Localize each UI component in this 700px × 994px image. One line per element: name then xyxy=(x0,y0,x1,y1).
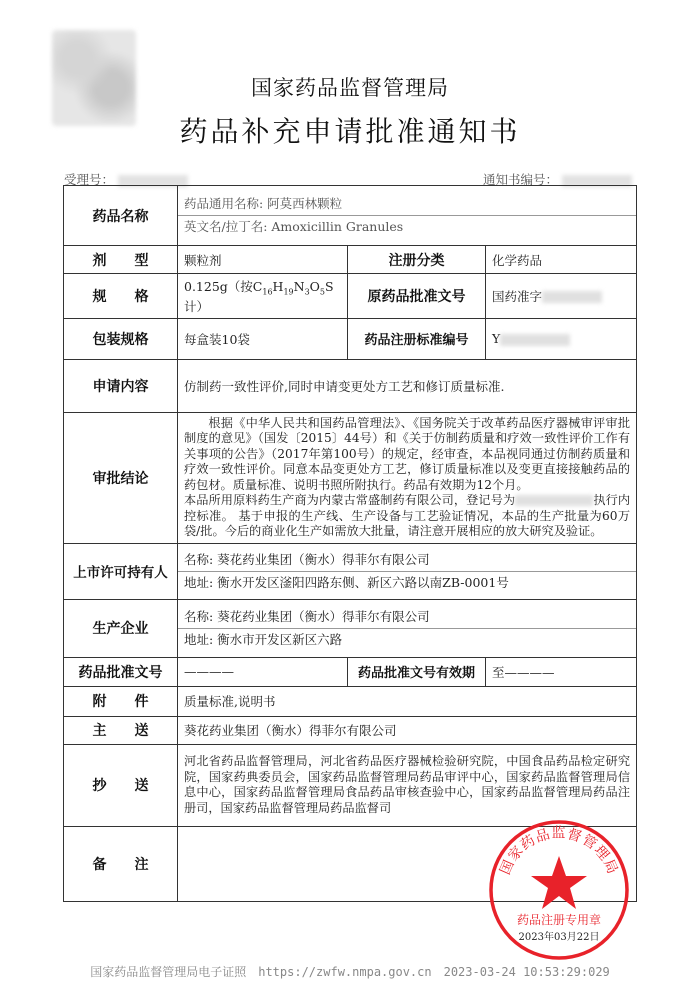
dosage-value: 颗粒剂 xyxy=(178,246,348,274)
row-drug-name xyxy=(64,186,637,246)
redacted-approval-number xyxy=(542,291,602,303)
orig-approval-value: 国药准字 xyxy=(492,288,543,304)
generic-name: 药品通用名称: 阿莫西林颗粒 xyxy=(184,196,343,211)
row-attachment xyxy=(64,686,637,716)
reg-class-label: 注册分类 xyxy=(348,246,486,274)
drug-name-label: 药品名称 xyxy=(64,186,178,246)
conclusion-paragraph-1: 根据《中华人民共和国药品管理法》、《国务院关于改革药品医疗器械审评审批制度的意见》（国发〔2015〕44号）和《关于仿制药质量和疗效一致性评价工作有关事项的公告》（2017年第100号）的规定，经审查，本品视同通过仿制药质量和疗效一致性评价。同意本品变更处方工艺，修订质量标准以及变更直接接触药品的药包材。质量标准、说明书照所附执行。药品有效期为12个月。 xyxy=(184,415,631,492)
conclusion-p2-start: 本品所用原料药生产商为内蒙古常盛制药有限公司，登记号为 xyxy=(184,493,516,507)
approval-valid-value: 至———— xyxy=(486,657,637,686)
drug-name-cell xyxy=(178,186,637,246)
manufacturer-label: 生产企业 xyxy=(64,599,178,657)
cc-value: 河北省药品监督管理局，河北省药品医疗器械检验研究院，中国食品药品检定研究院，国家药典委员会，国家药品监督管理局药品审评中心，国家药品监督管理局信息中心，国家药品监督管理局食品药品审核查验中心，国家药品监督管理局药品注册司，国家药品监督管理局药品监督司 xyxy=(178,744,637,826)
holder-address: 地址: 衡水开发区滏阳四路东侧、新区六路以南ZB-0001号 xyxy=(178,571,636,591)
approval-form-table xyxy=(63,185,637,902)
holder-cell xyxy=(178,543,637,599)
row-spec xyxy=(64,274,637,319)
dosage-label: 剂 型 xyxy=(64,246,178,274)
approval-no-value: ———— xyxy=(178,657,348,686)
row-package xyxy=(64,318,637,359)
std-code-cell xyxy=(486,318,637,359)
conclusion-paragraph-2 xyxy=(184,493,630,540)
content-label: 申请内容 xyxy=(64,359,178,412)
seal-center-text: 药品注册专用章 xyxy=(516,913,602,927)
spec-value xyxy=(178,274,348,319)
row-cc xyxy=(64,744,637,826)
conclusion-p2-rest: 执行内控标准。 基于申报的生产线、生产设备与工艺验证情况，本品的生产批量为60万袋/批。今后的商业化生产如需放大批量，请注意开展相应的放大研究及验证。 xyxy=(184,493,631,538)
row-remarks xyxy=(64,826,637,901)
document-title: 药品补充申请批准通知书 xyxy=(179,115,521,148)
content-value: 仿制药一致性评价,同时申请变更处方工艺和修订质量标准. xyxy=(178,359,637,412)
accept-number-label: 受理号： xyxy=(64,172,115,187)
manufacturer-cell xyxy=(178,599,637,657)
approval-no-label: 药品批准文号 xyxy=(64,657,178,686)
remarks-label: 备 注 xyxy=(64,826,178,901)
main-send-label: 主 送 xyxy=(64,716,178,744)
remarks-value xyxy=(178,826,637,901)
footer-certificate-info: 国家药品监督管理局电子证照 https://zwfw.nmpa.gov.cn 2023-03-24 10:53:29:029 xyxy=(90,965,610,979)
main-send-value: 葵花药业集团（衡水）得菲尔有限公司 xyxy=(178,716,637,744)
row-approval-number xyxy=(64,657,637,686)
spec-value-prefix: 0.125g（按C xyxy=(184,279,263,294)
spec-value-suffix: 计） xyxy=(184,298,210,314)
std-code-label: 药品注册标准编号 xyxy=(348,318,486,359)
holder-name: 名称: 葵花药业集团（衡水）得菲尔有限公司 xyxy=(184,551,430,567)
conclusion-cell xyxy=(178,412,637,543)
reg-class-value: 化学药品 xyxy=(486,246,637,274)
package-value: 每盒装10袋 xyxy=(178,318,348,359)
notice-number-label: 通知书编号： xyxy=(483,172,559,187)
std-code-value: Y xyxy=(492,331,501,346)
package-label: 包装规格 xyxy=(64,318,178,359)
row-main-send xyxy=(64,716,637,744)
conclusion-label: 审批结论 xyxy=(64,412,178,543)
orig-approval-cell xyxy=(486,274,637,319)
seal-date: 2023年03月22日 xyxy=(518,932,600,943)
redacted-std-code xyxy=(500,334,570,346)
attachment-label: 附 件 xyxy=(64,686,178,716)
row-dosage xyxy=(64,246,637,274)
row-content xyxy=(64,359,637,412)
row-holder xyxy=(64,543,637,599)
attachment-value: 质量标准,说明书 xyxy=(178,686,637,716)
spec-formula: $_{16}H_{19}N_3O_5S$ xyxy=(262,279,334,297)
cc-label: 抄 送 xyxy=(64,744,178,826)
org-title: 国家药品监督管理局 xyxy=(251,76,449,100)
row-manufacturer xyxy=(64,599,637,657)
seal-ring-text: 国家药品监督管理局 xyxy=(497,825,621,878)
manufacturer-address: 地址: 衡水市开发区新区六路 xyxy=(178,628,636,648)
row-conclusion xyxy=(64,412,637,543)
holder-label: 上市许可持有人 xyxy=(64,543,178,599)
english-name: 英文名/拉丁名: Amoxicillin Granules xyxy=(178,215,636,235)
spec-label: 规 格 xyxy=(64,274,178,319)
approval-valid-label: 药品批准文号有效期 xyxy=(348,657,486,686)
orig-approval-label: 原药品批准文号 xyxy=(348,274,486,319)
manufacturer-name: 名称: 葵花药业集团（衡水）得菲尔有限公司 xyxy=(184,608,430,624)
redacted-registration-number xyxy=(515,495,593,506)
